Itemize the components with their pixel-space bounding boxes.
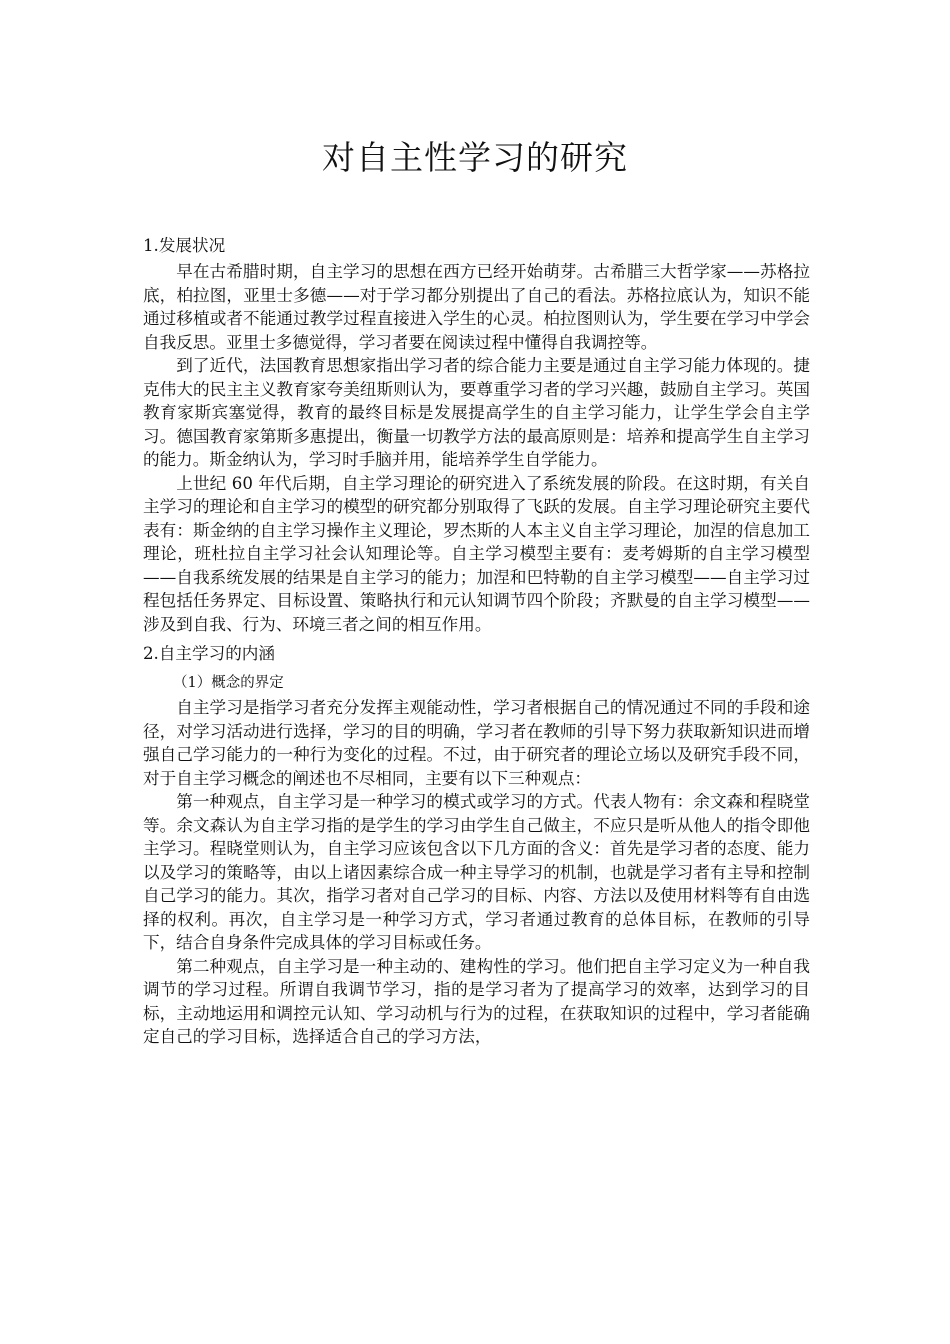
section-heading-connotation: 2.自主学习的内涵 <box>143 644 275 663</box>
subsection-heading-definition: （1）概念的界定 <box>173 675 284 691</box>
paragraph: 上世纪 60 年代后期，自主学习理论的研究进入了系统发展的阶段。在这时期，有关自主学习的理论和自主学习的模型的研究都分别取得了飞跃的发展。自主学习理论研究主要代表有：斯金纳的自主学习操作主义理论，罗杰斯的人本主义自主学习理论，加涅的信息加工理论，班杜拉自主学习社会认知理论等。自主学习模型主要有：麦考姆斯的自主学习模型——自我系统发展的结果是自主学习的能力；加涅和巴特勒的自主学习模型——自主学习过程包括任务界定、目标设置、策略执行和元认知调节四个阶段；齐默曼的自主学习模型——涉及到自我、行为、环境三者之间的相互作用。 <box>143 473 810 634</box>
paragraph: 第一种观点，自主学习是一种学习的模式或学习的方式。代表人物有：余文森和程晓堂等。余文森认为自主学习指的是学生的学习由学生自己做主，不应只是听从他人的指令即他主学习。程晓堂则认为，自主学习应该包含以下几方面的含义：首先是学习者的态度、能力以及学习的策略等，由以上诸因素综合成一种主导学习的机制，也就是学习者有主导和控制自己学习的能力。其次，指学习者对自己学习的目标、内容、方法以及使用材料等有自由选择的权利。再次，自主学习是一种学习方式，学习者通过教育的总体目标，在教师的引导下，结合自身条件完成具体的学习目标或任务。 <box>143 792 810 952</box>
paragraph: 第二种观点，自主学习是一种主动的、建构性的学习。他们把自主学习定义为一种自我调节的学习过程。所谓自我调节学习，指的是学习者为了提高学习的效率，达到学习的目标，主动地运用和调控元认知、学习动机与行为的过程，在获取知识的过程中，学习者能确定自己的学习目标，选择适合自己的学习方法， <box>143 956 810 1046</box>
document-body <box>143 234 810 1049</box>
paragraph: 早在古希腊时期，自主学习的思想在西方已经开始萌芽。古希腊三大哲学家——苏格拉底，柏拉图，亚里士多德——对于学习都分别提出了自己的看法。苏格拉底认为，知识不能通过移植或者不能通过教学过程直接进入学生的心灵。柏拉图则认为，学生要在学习中学会自我反思。亚里士多德觉得，学习者要在阅读过程中懂得自我调控等。 <box>143 262 810 352</box>
page-title: 对自主性学习的研究 <box>322 138 628 177</box>
paragraph: 自主学习是指学习者充分发挥主观能动性，学习者根据自己的情况通过不同的手段和途径，对学习活动进行选择，学习的目的明确，学习者在教师的引导下努力获取新知识进而增强自己学习能力的一种行为变化的过程。不过，由于研究者的理论立场以及研究手段不同，对于自主学习概念的阐述也不尽相同，主要有以下三种观点： <box>143 698 810 788</box>
section-heading-development: 1.发展状况 <box>143 236 226 255</box>
paragraph: 到了近代，法国教育思想家指出学习者的综合能力主要是通过自主学习能力体现的。捷克伟大的民主主义教育家夸美纽斯则认为，要尊重学习者的学习兴趣，鼓励自主学习。英国教育家斯宾塞觉得，教育的最终目标是发展提高学生的自主学习能力，让学生学会自主学习。德国教育家第斯多惠提出，衡量一切教学方法的最高原则是：培养和提高学生自主学习的能力。斯金纳认为，学习时手脑并用，能培养学生自学能力。 <box>143 356 810 469</box>
